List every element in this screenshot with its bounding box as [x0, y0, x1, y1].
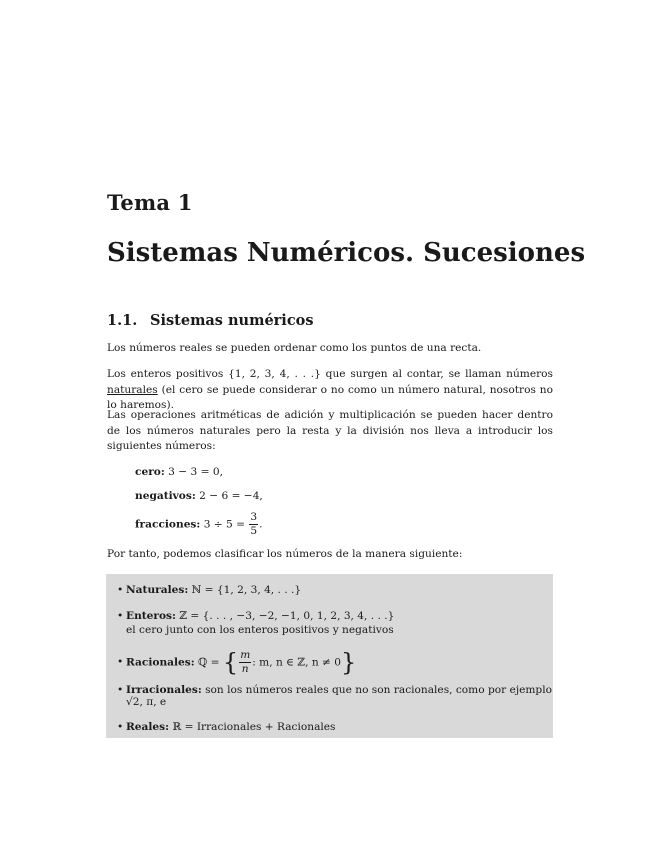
list-item-reales — [117, 720, 336, 734]
item-label: Reales: — [126, 721, 170, 733]
paragraph-text: Los enteros positivos {1, 2, 3, 4, . . .} que surgen al contar, se llaman números — [107, 368, 553, 380]
right-brace: } — [341, 648, 357, 677]
example-label: negativos: — [135, 490, 196, 502]
chapter-label: Tema 1 — [107, 190, 193, 215]
example-cero — [135, 466, 223, 478]
paragraph-naturales — [107, 367, 553, 414]
item-expr: ℕ = {1, 2, 3, 4, . . .} — [191, 584, 302, 596]
classification-box — [106, 574, 553, 738]
example-expr: 3 ÷ 5 = — [203, 518, 246, 531]
list-item-racionales — [117, 648, 357, 677]
item-expr: ℚ = — [198, 656, 220, 669]
item-condition: : m, n ∈ ℤ, n ≠ 0 — [252, 656, 341, 669]
section-title: Sistemas numéricos — [150, 312, 314, 329]
example-fracciones — [135, 511, 263, 538]
bullet-icon: • — [117, 610, 124, 622]
example-label: cero: — [135, 466, 165, 478]
section-number: 1.1. — [107, 312, 138, 329]
paragraph-intro: Los números reales se pueden ordenar como los puntos de una recta. — [107, 342, 482, 354]
list-item-irracionales — [117, 683, 552, 697]
fraction-numerator: 3 — [250, 511, 258, 523]
bullet-icon: • — [117, 584, 124, 596]
fraction-denominator: n — [241, 663, 249, 675]
list-item-naturales — [117, 583, 302, 597]
fraction-numerator: m — [240, 649, 251, 661]
bullet-icon: • — [117, 684, 124, 696]
bullet-icon: • — [117, 656, 124, 668]
list-item-enteros — [117, 609, 395, 623]
irracionales-examples: √2, π, e — [126, 696, 167, 708]
item-label: Racionales: — [126, 656, 195, 669]
item-label: Irracionales: — [126, 684, 202, 696]
item-expr: ℤ = {. . . , −3, −2, −1, 0, 1, 2, 3, 4, . . .} — [179, 610, 395, 622]
paragraph-text: (el cero se puede considerar o no como un número natural, nosotros no lo haremos). — [107, 383, 553, 411]
item-label: Naturales: — [126, 584, 189, 596]
item-text: son los números reales que no son racionales, como por ejemplo — [205, 684, 552, 696]
enteros-note: el cero junto con los enteros positivos y negativos — [126, 624, 394, 636]
left-brace: { — [222, 648, 239, 677]
underlined-term: naturales — [107, 383, 158, 396]
paragraph-operaciones: Las operaciones aritméticas de adición y multiplicación se pueden hacer dentro de los números naturales pero la resta y la división nos lleva a introducir los siguientes números: — [107, 409, 553, 452]
fraction — [239, 649, 251, 676]
item-label: Enteros: — [126, 610, 176, 622]
section-heading — [107, 312, 313, 329]
paragraph-clasificar: Por tanto, podemos clasificar los números de la manera siguiente: — [107, 548, 463, 560]
example-expr: 2 − 6 = −4, — [199, 490, 263, 502]
example-expr: 3 − 3 = 0, — [168, 466, 223, 478]
example-label: fracciones: — [135, 518, 201, 531]
example-negativos — [135, 490, 263, 502]
fraction-denominator: 5 — [250, 525, 258, 537]
fraction — [249, 511, 258, 538]
example-end: . — [259, 518, 263, 531]
chapter-title: Sistemas Numéricos. Sucesiones — [107, 238, 586, 268]
item-expr: ℝ = Irracionales + Racionales — [172, 721, 336, 733]
bullet-icon: • — [117, 721, 124, 733]
